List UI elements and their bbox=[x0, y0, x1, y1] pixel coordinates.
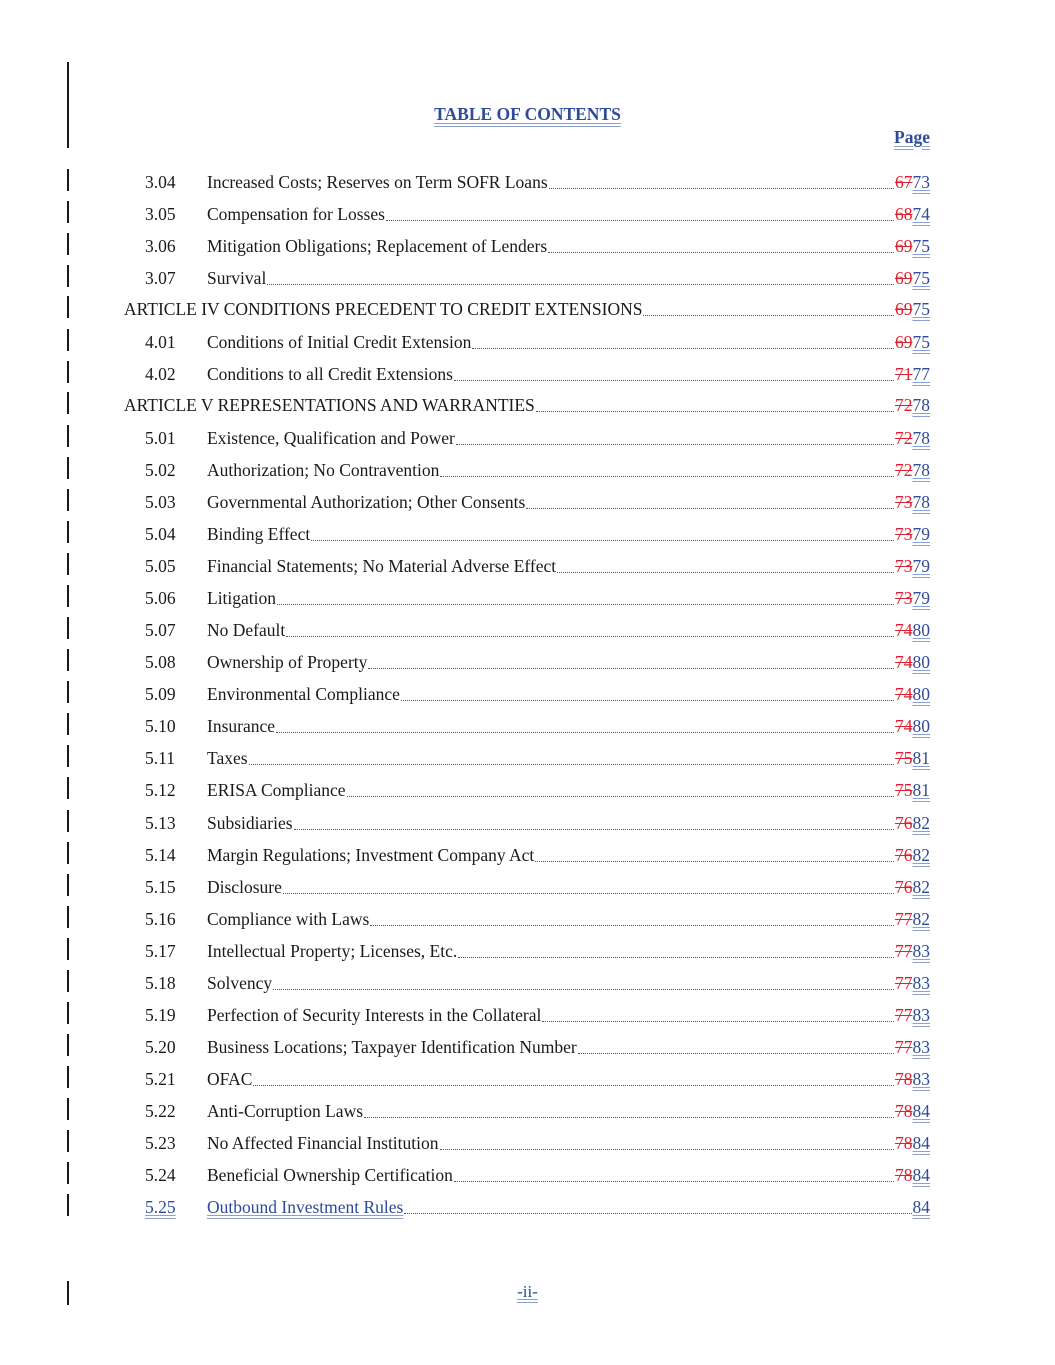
inserted-page-number: 75 bbox=[912, 268, 930, 288]
inserted-page-number: 83 bbox=[912, 1037, 930, 1057]
section-title: Survival bbox=[207, 268, 267, 288]
toc-section-entry[interactable] bbox=[0, 262, 1055, 294]
entry-line bbox=[207, 454, 930, 486]
section-title: No Affected Financial Institution bbox=[207, 1133, 439, 1153]
entry-line bbox=[207, 839, 930, 871]
entry-line bbox=[207, 999, 930, 1031]
dot-leader bbox=[440, 475, 894, 477]
section-title: Compliance with Laws bbox=[207, 909, 370, 929]
entry-line bbox=[207, 1159, 930, 1191]
dot-leader bbox=[472, 347, 894, 349]
section-number: 4.02 bbox=[145, 364, 176, 384]
dot-leader bbox=[578, 1052, 894, 1054]
toc-section-entry[interactable] bbox=[0, 1031, 1055, 1063]
dot-leader bbox=[440, 1148, 894, 1150]
toc-section-entry[interactable] bbox=[0, 967, 1055, 999]
dot-leader bbox=[249, 763, 894, 765]
section-title: Existence, Qualification and Power bbox=[207, 428, 455, 448]
section-title: OFAC bbox=[207, 1069, 253, 1089]
deleted-page-number: 71 bbox=[895, 364, 913, 384]
deleted-page-number: 77 bbox=[895, 1037, 913, 1057]
entry-line bbox=[207, 326, 930, 358]
toc-section-entry[interactable] bbox=[0, 582, 1055, 614]
dot-leader bbox=[273, 988, 894, 990]
page-reference bbox=[895, 614, 930, 646]
page-reference bbox=[895, 454, 930, 486]
page-reference bbox=[895, 326, 930, 358]
dot-leader bbox=[454, 379, 894, 381]
deleted-page-number: 73 bbox=[895, 556, 913, 576]
dot-leader bbox=[542, 1020, 894, 1022]
section-number: 5.15 bbox=[145, 877, 176, 897]
section-title: Margin Regulations; Investment Company Act bbox=[207, 845, 535, 865]
section-number: 5.21 bbox=[145, 1069, 176, 1089]
entry-line bbox=[207, 230, 930, 262]
section-number: 5.14 bbox=[145, 845, 176, 865]
section-title: Subsidiaries bbox=[207, 813, 293, 833]
page-reference bbox=[895, 1127, 930, 1159]
entry-line bbox=[124, 293, 930, 325]
deleted-page-number: 73 bbox=[895, 492, 913, 512]
section-title: Insurance bbox=[207, 716, 276, 736]
toc-section-entry[interactable] bbox=[0, 1159, 1055, 1191]
deleted-page-number: 74 bbox=[895, 684, 913, 704]
toc-section-entry[interactable] bbox=[0, 326, 1055, 358]
section-title: Ownership of Property bbox=[207, 652, 368, 672]
inserted-page-number: 80 bbox=[912, 620, 930, 640]
inserted-page-number: 82 bbox=[912, 877, 930, 897]
inserted-page-number: 80 bbox=[912, 684, 930, 704]
page-reference bbox=[895, 230, 930, 262]
deleted-page-number: 76 bbox=[895, 813, 913, 833]
section-number: 5.24 bbox=[145, 1165, 176, 1185]
deleted-page-number: 77 bbox=[895, 909, 913, 929]
entry-line bbox=[207, 614, 930, 646]
dot-leader bbox=[364, 1116, 894, 1118]
page-reference bbox=[895, 871, 930, 903]
page-reference bbox=[895, 646, 930, 678]
entry-line bbox=[207, 582, 930, 614]
toc-section-entry[interactable] bbox=[0, 871, 1055, 903]
page-reference bbox=[895, 518, 930, 550]
deleted-page-number: 78 bbox=[895, 1069, 913, 1089]
inserted-page-number: 78 bbox=[912, 395, 930, 415]
inserted-page-number: 75 bbox=[912, 332, 930, 352]
section-title: Taxes bbox=[207, 748, 248, 768]
entry-line bbox=[207, 198, 930, 230]
section-number: 3.07 bbox=[145, 268, 176, 288]
dot-leader bbox=[294, 828, 894, 830]
section-number: 5.13 bbox=[145, 813, 176, 833]
page-reference bbox=[895, 293, 930, 325]
page-reference bbox=[895, 1095, 930, 1127]
inserted-page-number: 79 bbox=[912, 524, 930, 544]
section-number: 4.01 bbox=[145, 332, 176, 352]
entry-line bbox=[207, 358, 930, 390]
inserted-page-number: 84 bbox=[912, 1133, 930, 1153]
entry-line bbox=[207, 807, 930, 839]
inserted-page-number: 84 bbox=[912, 1165, 930, 1185]
deleted-page-number: 78 bbox=[895, 1165, 913, 1185]
page-reference bbox=[895, 262, 930, 294]
dot-leader bbox=[456, 443, 894, 445]
inserted-page-number: 83 bbox=[912, 941, 930, 961]
page-reference bbox=[895, 198, 930, 230]
section-number: 3.06 bbox=[145, 236, 176, 256]
dot-leader bbox=[548, 251, 894, 253]
section-number: 5.07 bbox=[145, 620, 176, 640]
deleted-page-number: 73 bbox=[895, 588, 913, 608]
section-number: 5.05 bbox=[145, 556, 176, 576]
inserted-page-number: 81 bbox=[912, 780, 930, 800]
section-title: Beneficial Ownership Certification bbox=[207, 1165, 453, 1185]
section-number: 5.22 bbox=[145, 1101, 176, 1121]
section-number: 5.20 bbox=[145, 1037, 176, 1057]
page-reference bbox=[895, 1063, 930, 1095]
deleted-page-number: 74 bbox=[895, 652, 913, 672]
deleted-page-number: 69 bbox=[895, 299, 913, 319]
toc-section-entry[interactable] bbox=[0, 646, 1055, 678]
entry-line bbox=[207, 166, 930, 198]
entry-line bbox=[207, 967, 930, 999]
dot-leader bbox=[557, 571, 894, 573]
toc-section-entry[interactable] bbox=[0, 903, 1055, 935]
section-title: No Default bbox=[207, 620, 286, 640]
section-number: 5.16 bbox=[145, 909, 176, 929]
section-title: Disclosure bbox=[207, 877, 282, 897]
deleted-page-number: 69 bbox=[895, 268, 913, 288]
dot-leader bbox=[401, 699, 894, 701]
section-title: Anti-Corruption Laws bbox=[207, 1101, 364, 1121]
dot-leader bbox=[368, 667, 894, 669]
toc-section-entry[interactable] bbox=[0, 710, 1055, 742]
dot-leader bbox=[311, 539, 894, 541]
page-reference bbox=[895, 999, 930, 1031]
inserted-page-number: 78 bbox=[912, 492, 930, 512]
toc-section-entry[interactable] bbox=[0, 742, 1055, 774]
deleted-page-number: 74 bbox=[895, 716, 913, 736]
inserted-page-number: 77 bbox=[912, 364, 930, 384]
page-reference bbox=[895, 742, 930, 774]
inserted-page-number: 82 bbox=[912, 845, 930, 865]
toc-section-entry[interactable] bbox=[0, 230, 1055, 262]
section-number: 5.11 bbox=[145, 748, 175, 768]
section-number: 5.10 bbox=[145, 716, 176, 736]
toc-section-entry[interactable] bbox=[0, 839, 1055, 871]
deleted-page-number: 78 bbox=[895, 1133, 913, 1153]
toc-section-entry[interactable] bbox=[0, 1063, 1055, 1095]
section-number: 5.02 bbox=[145, 460, 176, 480]
section-title: Solvency bbox=[207, 973, 273, 993]
deleted-page-number: 67 bbox=[895, 172, 913, 192]
section-title: Business Locations; Taxpayer Identification Number bbox=[207, 1037, 577, 1057]
section-number: 3.04 bbox=[145, 172, 176, 192]
deleted-page-number: 77 bbox=[895, 1005, 913, 1025]
deleted-page-number: 75 bbox=[895, 780, 913, 800]
toc-section-entry[interactable] bbox=[0, 550, 1055, 582]
entry-line bbox=[124, 389, 930, 421]
inserted-page-number: 75 bbox=[912, 236, 930, 256]
page-reference bbox=[895, 166, 930, 198]
section-title: Conditions of Initial Credit Extension bbox=[207, 332, 472, 352]
section-number: 5.25 bbox=[145, 1197, 176, 1217]
entry-line bbox=[207, 678, 930, 710]
toc-section-entry[interactable] bbox=[0, 1127, 1055, 1159]
page-reference bbox=[895, 1031, 930, 1063]
dot-leader bbox=[526, 507, 894, 509]
dot-leader bbox=[283, 892, 894, 894]
entry-line bbox=[207, 935, 930, 967]
page-reference bbox=[895, 774, 930, 806]
inserted-page-number: 79 bbox=[912, 588, 930, 608]
section-title: Binding Effect bbox=[207, 524, 311, 544]
deleted-page-number: 77 bbox=[895, 973, 913, 993]
toc-section-entry[interactable] bbox=[0, 1191, 1055, 1223]
page-reference bbox=[895, 935, 930, 967]
toc-section-entry[interactable] bbox=[0, 198, 1055, 230]
page-reference bbox=[895, 389, 930, 421]
dot-leader bbox=[347, 795, 894, 797]
section-title: Perfection of Security Interests in the Collateral bbox=[207, 1005, 542, 1025]
toc-section-entry[interactable] bbox=[0, 422, 1055, 454]
entry-line bbox=[207, 262, 930, 294]
inserted-page-number: 80 bbox=[912, 652, 930, 672]
section-title: Environmental Compliance bbox=[207, 684, 400, 704]
inserted-page-number: 84 bbox=[912, 1101, 930, 1121]
inserted-page-number: 78 bbox=[912, 428, 930, 448]
page-reference bbox=[895, 839, 930, 871]
toc-section-entry[interactable] bbox=[0, 774, 1055, 806]
deleted-page-number: 69 bbox=[895, 332, 913, 352]
inserted-page-number: 79 bbox=[912, 556, 930, 576]
page-reference bbox=[895, 422, 930, 454]
section-title: Governmental Authorization; Other Consents bbox=[207, 492, 526, 512]
inserted-page-number: 83 bbox=[912, 1069, 930, 1089]
toc-section-entry[interactable] bbox=[0, 518, 1055, 550]
dot-leader bbox=[549, 187, 894, 189]
section-number: 5.19 bbox=[145, 1005, 176, 1025]
page-reference bbox=[895, 710, 930, 742]
page-reference bbox=[895, 1159, 930, 1191]
section-number: 5.23 bbox=[145, 1133, 176, 1153]
section-title: ARTICLE V REPRESENTATIONS AND WARRANTIES bbox=[124, 395, 535, 415]
section-title: Mitigation Obligations; Replacement of Lenders bbox=[207, 236, 548, 256]
page-reference bbox=[895, 967, 930, 999]
section-number: 5.18 bbox=[145, 973, 176, 993]
deleted-page-number: 69 bbox=[895, 236, 913, 256]
deleted-page-number: 72 bbox=[895, 460, 913, 480]
inserted-page-number: 82 bbox=[912, 813, 930, 833]
section-title: Litigation bbox=[207, 588, 277, 608]
toc-section-entry[interactable] bbox=[0, 454, 1055, 486]
inserted-page-number: 74 bbox=[912, 204, 930, 224]
page-reference bbox=[895, 486, 930, 518]
entry-line bbox=[207, 871, 930, 903]
page-reference bbox=[895, 550, 930, 582]
page-number-footer: -ii- bbox=[517, 1282, 538, 1301]
inserted-page-number: 82 bbox=[912, 909, 930, 929]
deleted-page-number: 76 bbox=[895, 877, 913, 897]
section-number: 5.12 bbox=[145, 780, 176, 800]
section-title: Compensation for Losses bbox=[207, 204, 385, 224]
entry-line bbox=[207, 1031, 930, 1063]
dot-leader bbox=[404, 1212, 911, 1214]
section-number: 5.09 bbox=[145, 684, 176, 704]
page-reference bbox=[913, 1191, 931, 1223]
page-reference bbox=[895, 807, 930, 839]
entry-line bbox=[207, 710, 930, 742]
toc-title: TABLE OF CONTENTS bbox=[434, 104, 621, 124]
toc-article-entry[interactable] bbox=[0, 293, 1055, 325]
inserted-page-number: 84 bbox=[912, 1197, 930, 1217]
toc-section-entry[interactable] bbox=[0, 486, 1055, 518]
entry-line bbox=[207, 646, 930, 678]
deleted-page-number: 75 bbox=[895, 748, 913, 768]
section-title: ERISA Compliance bbox=[207, 780, 346, 800]
dot-leader bbox=[253, 1084, 894, 1086]
deleted-page-number: 72 bbox=[895, 428, 913, 448]
inserted-page-number: 83 bbox=[912, 973, 930, 993]
dot-leader bbox=[370, 924, 894, 926]
section-title: Authorization; No Contravention bbox=[207, 460, 440, 480]
toc-section-entry[interactable] bbox=[0, 614, 1055, 646]
inserted-page-number: 81 bbox=[912, 748, 930, 768]
entry-line bbox=[207, 486, 930, 518]
page-reference bbox=[895, 903, 930, 935]
deleted-page-number: 73 bbox=[895, 524, 913, 544]
dot-leader bbox=[454, 1180, 894, 1182]
page-reference bbox=[895, 582, 930, 614]
entry-line bbox=[207, 1191, 930, 1223]
dot-leader bbox=[386, 219, 894, 221]
entry-line bbox=[207, 422, 930, 454]
deleted-page-number: 77 bbox=[895, 941, 913, 961]
entry-line bbox=[207, 1063, 930, 1095]
section-number: 3.05 bbox=[145, 204, 176, 224]
toc-section-entry[interactable] bbox=[0, 1095, 1055, 1127]
section-title: Intellectual Property; Licenses, Etc. bbox=[207, 941, 458, 961]
deleted-page-number: 74 bbox=[895, 620, 913, 640]
deleted-page-number: 78 bbox=[895, 1101, 913, 1121]
inserted-page-number: 73 bbox=[912, 172, 930, 192]
dot-leader bbox=[286, 635, 894, 637]
inserted-page-number: 80 bbox=[912, 716, 930, 736]
entry-line bbox=[207, 1127, 930, 1159]
dot-leader bbox=[643, 314, 894, 316]
section-title: Conditions to all Credit Extensions bbox=[207, 364, 453, 384]
section-number: 5.01 bbox=[145, 428, 176, 448]
entry-line bbox=[207, 774, 930, 806]
dot-leader bbox=[276, 731, 894, 733]
toc-section-entry[interactable] bbox=[0, 358, 1055, 390]
inserted-page-number: 83 bbox=[912, 1005, 930, 1025]
toc-section-entry[interactable] bbox=[0, 166, 1055, 198]
entry-line bbox=[207, 903, 930, 935]
section-title: ARTICLE IV CONDITIONS PRECEDENT TO CREDIT EXTENSIONS bbox=[124, 299, 643, 319]
deleted-page-number: 76 bbox=[895, 845, 913, 865]
entry-line bbox=[207, 1095, 930, 1127]
dot-leader bbox=[535, 860, 894, 862]
page-reference bbox=[895, 678, 930, 710]
toc-article-entry[interactable] bbox=[0, 389, 1055, 421]
entry-line bbox=[207, 550, 930, 582]
page-reference bbox=[895, 358, 930, 390]
deleted-page-number: 68 bbox=[895, 204, 913, 224]
section-title: Financial Statements; No Material Adverse Effect bbox=[207, 556, 557, 576]
toc-section-entry[interactable] bbox=[0, 935, 1055, 967]
section-number: 5.17 bbox=[145, 941, 176, 961]
toc-section-entry[interactable] bbox=[0, 999, 1055, 1031]
entry-line bbox=[207, 742, 930, 774]
section-number: 5.06 bbox=[145, 588, 176, 608]
toc-section-entry[interactable] bbox=[0, 807, 1055, 839]
section-title: Increased Costs; Reserves on Term SOFR Loans bbox=[207, 172, 548, 192]
inserted-page-number: 75 bbox=[912, 299, 930, 319]
section-number: 5.08 bbox=[145, 652, 176, 672]
toc-section-entry[interactable] bbox=[0, 678, 1055, 710]
dot-leader bbox=[267, 283, 894, 285]
deleted-page-number: 72 bbox=[895, 395, 913, 415]
section-number: 5.04 bbox=[145, 524, 176, 544]
entry-line bbox=[207, 518, 930, 550]
dot-leader bbox=[536, 410, 894, 412]
inserted-page-number: 78 bbox=[912, 460, 930, 480]
dot-leader bbox=[458, 956, 894, 958]
dot-leader bbox=[277, 603, 894, 605]
section-title: Outbound Investment Rules bbox=[207, 1197, 404, 1217]
page-column-label: Page bbox=[894, 127, 930, 147]
section-number: 5.03 bbox=[145, 492, 176, 512]
